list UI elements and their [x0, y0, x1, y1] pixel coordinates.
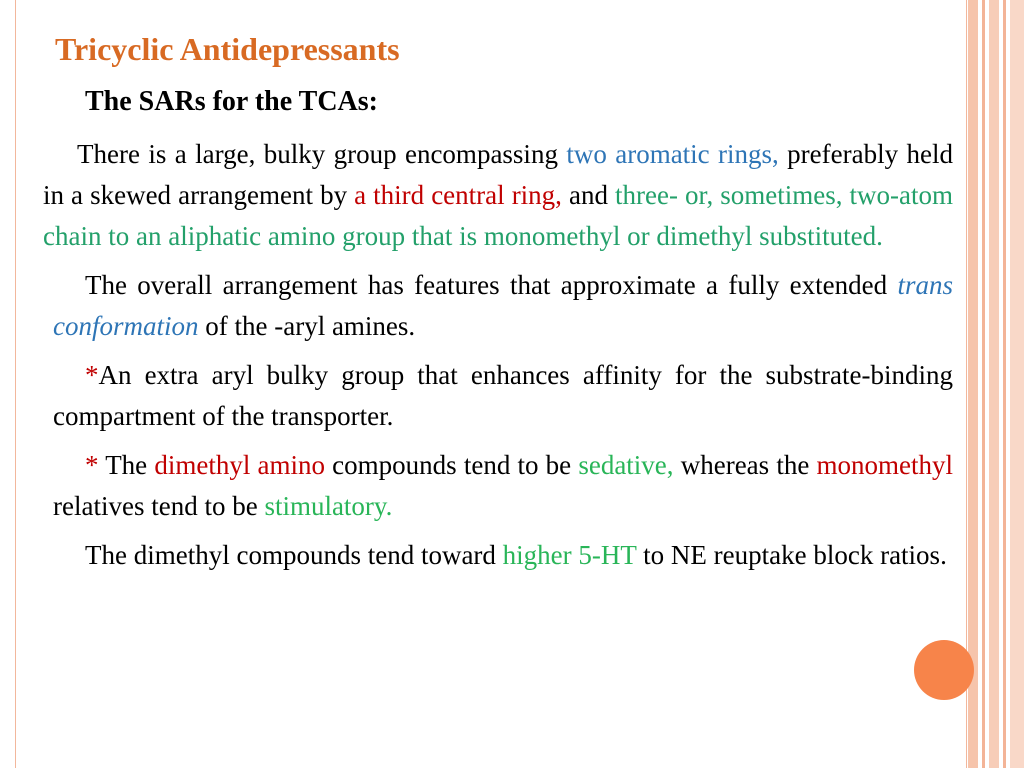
highlight-stimulatory: stimulatory. [264, 491, 393, 521]
decorative-edge-stripes [968, 0, 1024, 768]
paragraph-bulky-group [43, 134, 953, 257]
text-run: The dimethyl compounds tend toward [85, 540, 503, 570]
highlight-trans-conformation: trans conformation [53, 270, 953, 341]
paragraph-reuptake [43, 535, 953, 576]
paragraph-extra-aryl [43, 355, 953, 437]
highlight-aromatic-rings: two aromatic rings, [566, 139, 779, 169]
highlight-dimethyl-amino: dimethyl amino [154, 450, 325, 480]
text-run: of the -aryl amines. [198, 311, 416, 341]
asterisk-marker: * [85, 450, 106, 480]
highlight-monomethyl: monomethyl [816, 450, 953, 480]
text-run: to NE reuptake block ratios. [636, 540, 947, 570]
slide-subtitle: The SARs for the TCAs: [85, 86, 378, 117]
edge-stripe [968, 0, 978, 768]
highlight-central-ring: a third central ring, [354, 180, 562, 210]
text-run: whereas the [673, 450, 817, 480]
text-run: There is a large, bulky group encompassing [77, 139, 567, 169]
text-run: An extra aryl bulky group that enhances affinity for the substrate-binding compartment of the transporter. [53, 360, 953, 431]
highlight-5ht: higher 5-HT [502, 540, 637, 570]
text-run: compounds tend to be [325, 450, 579, 480]
paragraph-sedative [43, 445, 953, 527]
text-run: preferably held in a skewed arrangement by [43, 139, 953, 210]
text-run: relatives tend to be [53, 491, 265, 521]
edge-stripe [989, 0, 999, 768]
text-run: The [105, 450, 155, 480]
paragraph-conformation [43, 265, 953, 347]
asterisk-marker: * [85, 360, 99, 390]
edge-stripe [982, 0, 985, 768]
highlight-amino-chain: three- or, sometimes, two-atom chain to an aliphatic amino group that is monomethyl or dimethyl substituted. [43, 180, 954, 251]
text-run: The overall arrangement has features that approximate a fully extended [85, 270, 898, 300]
highlight-sedative: sedative, [578, 450, 674, 480]
slide-title: Tricyclic Antidepressants [55, 31, 400, 67]
decorative-orange-circle [914, 640, 974, 700]
text-run: and [561, 180, 616, 210]
edge-stripe [1003, 0, 1006, 768]
slide-body [43, 134, 953, 584]
edge-stripe [1010, 0, 1024, 768]
